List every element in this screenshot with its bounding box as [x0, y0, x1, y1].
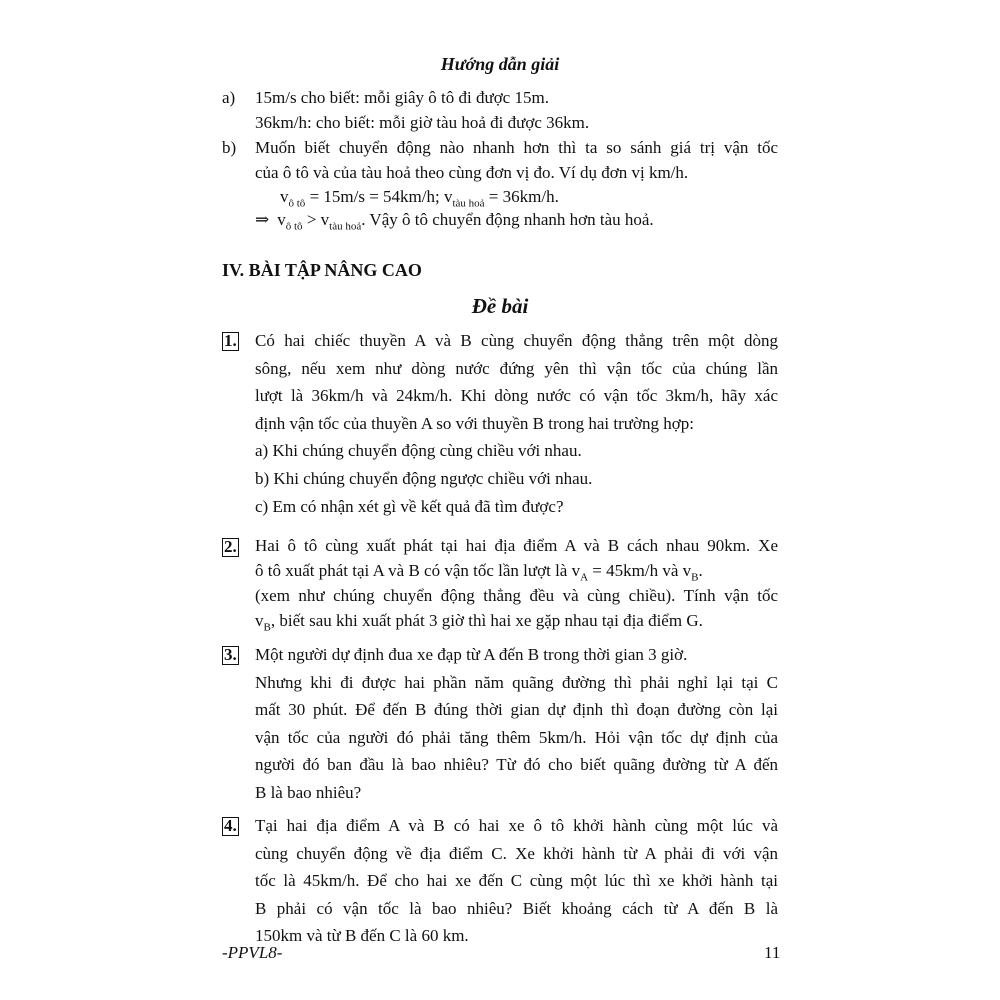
text-line: Có hai chiếc thuyền A và B cùng chuyển động thẳng trên một dòng: [255, 331, 778, 350]
problem-3: [222, 641, 778, 807]
text-line: 150km và từ B đến C là 60 km.: [255, 926, 469, 946]
text-line: a) Khi chúng chuyển động cùng chiều với nhau.: [255, 441, 582, 461]
problem-1: [222, 327, 778, 520]
eq-text: > v: [302, 210, 330, 229]
section-subheading: Đề bài: [471, 294, 529, 318]
page-number: 11: [764, 943, 781, 962]
eq-var: v: [280, 187, 289, 207]
problem-number: 4.: [224, 816, 237, 835]
section-heading: IV. BÀI TẬP NÂNG CAO: [222, 260, 422, 280]
text-line: (xem như chúng chuyển động thẳng đều và cùng chiều). Tính vận tốc: [255, 586, 778, 605]
footer-code: -PPVL8-: [222, 943, 283, 962]
text: ô tô xuất phát tại A và B có vận tốc lần lượt là v: [255, 561, 581, 580]
solution-a: [222, 84, 778, 136]
solution-b: [222, 134, 778, 211]
text-line: Hai ô tô cùng xuất phát tại hai địa điểm A và B cách nhau 90km. Xe: [255, 536, 778, 555]
text-line: [255, 608, 778, 633]
text-line: 15m/s cho biết: mỗi giây ô tô đi được 15m.: [255, 88, 549, 107]
label-a: a): [222, 88, 236, 107]
text-line: Nhưng khi đi được hai phần năm quãng đường thì phải nghỉ lại tại C: [255, 672, 778, 692]
eq-text: . Vậy ô tô chuyển động nhanh hơn tàu hoả.: [361, 210, 654, 229]
eq-sub: tàu hoả: [452, 197, 485, 210]
text-line: lượt là 36km/h và 24km/h. Khi dòng nước có vận tốc 3km/h, hãy xác: [255, 386, 778, 406]
text-line: Muốn biết chuyển động nào nhanh hơn thì ta so sánh giá trị vận tốc: [255, 138, 778, 157]
problem-4: [222, 812, 778, 950]
text-line: định vận tốc của thuyền A so với thuyền B trong hai trường hợp:: [255, 413, 694, 433]
solution-title: Hướng dẫn giải: [440, 54, 560, 74]
text-line: của ô tô và của tàu hoả theo cùng đơn vị đo. Ví dụ đơn vị km/h.: [255, 162, 689, 182]
implies-arrow: ⇒: [255, 210, 270, 229]
text-line: vận tốc của người đó phải tăng thêm 5km/h. Hỏi vận tốc dự định của: [255, 727, 778, 747]
text-line: [255, 558, 778, 583]
label-b: b): [222, 138, 237, 157]
text: , biết sau khi xuất phát 3 giờ thì hai xe gặp nhau tại địa điểm G.: [270, 611, 703, 630]
eq-var: v: [277, 210, 286, 229]
text-line: Một người dự định đua xe đạp từ A đến B trong thời gian 3 giờ.: [255, 645, 688, 664]
text-line: c) Em có nhận xét gì về kết quả đã tìm được?: [255, 496, 564, 516]
text-line: cùng chuyển động về địa điểm C. Xe khởi hành từ A phải đi với vận: [255, 843, 778, 863]
text: .: [698, 561, 703, 580]
equation-2: [222, 206, 778, 234]
text-line: B là bao nhiêu?: [255, 782, 362, 802]
subscript: B: [263, 621, 271, 634]
text-line: tốc là 45km/h. Để cho hai xe đến C cùng một lúc thì xe khởi hành tại: [255, 871, 778, 891]
subscript: A: [580, 571, 589, 584]
eq-text: = 36km/h.: [484, 187, 559, 207]
problem-number: 3.: [224, 645, 237, 664]
eq-sub: tàu hoả: [329, 220, 362, 233]
eq-sub: ô tô: [288, 197, 306, 210]
text-line: mất 30 phút. Để đến B đúng thời gian dự định thì đoạn đường còn lại: [255, 700, 778, 720]
text-line: người đó ban đầu là bao nhiêu? Từ đó cho biết quãng đường từ A đến: [255, 755, 778, 775]
text-line: 36km/h: cho biết: mỗi giờ tàu hoả đi được 36km.: [255, 112, 590, 132]
eq-sub: ô tô: [285, 220, 303, 233]
subscript: B: [691, 571, 699, 584]
text: = 45km/h và v: [588, 561, 692, 580]
text-line: B phải có vận tốc là bao nhiêu? Biết khoảng cách từ A đến B là: [255, 898, 778, 918]
text-line: b) Khi chúng chuyển động ngược chiều với nhau.: [255, 468, 593, 488]
problem-number: 2.: [224, 537, 237, 556]
problem-2: [222, 533, 778, 633]
text: v: [255, 611, 264, 630]
text-line: Tại hai địa điểm A và B có hai xe ô tô khởi hành cùng một lúc và: [255, 816, 778, 835]
eq-text: = 15m/s = 54km/h; v: [305, 187, 453, 207]
text-line: sông, nếu xem như dòng nước đứng yên thì vận tốc của chúng lần: [255, 358, 778, 378]
problem-number: 1.: [224, 331, 237, 350]
